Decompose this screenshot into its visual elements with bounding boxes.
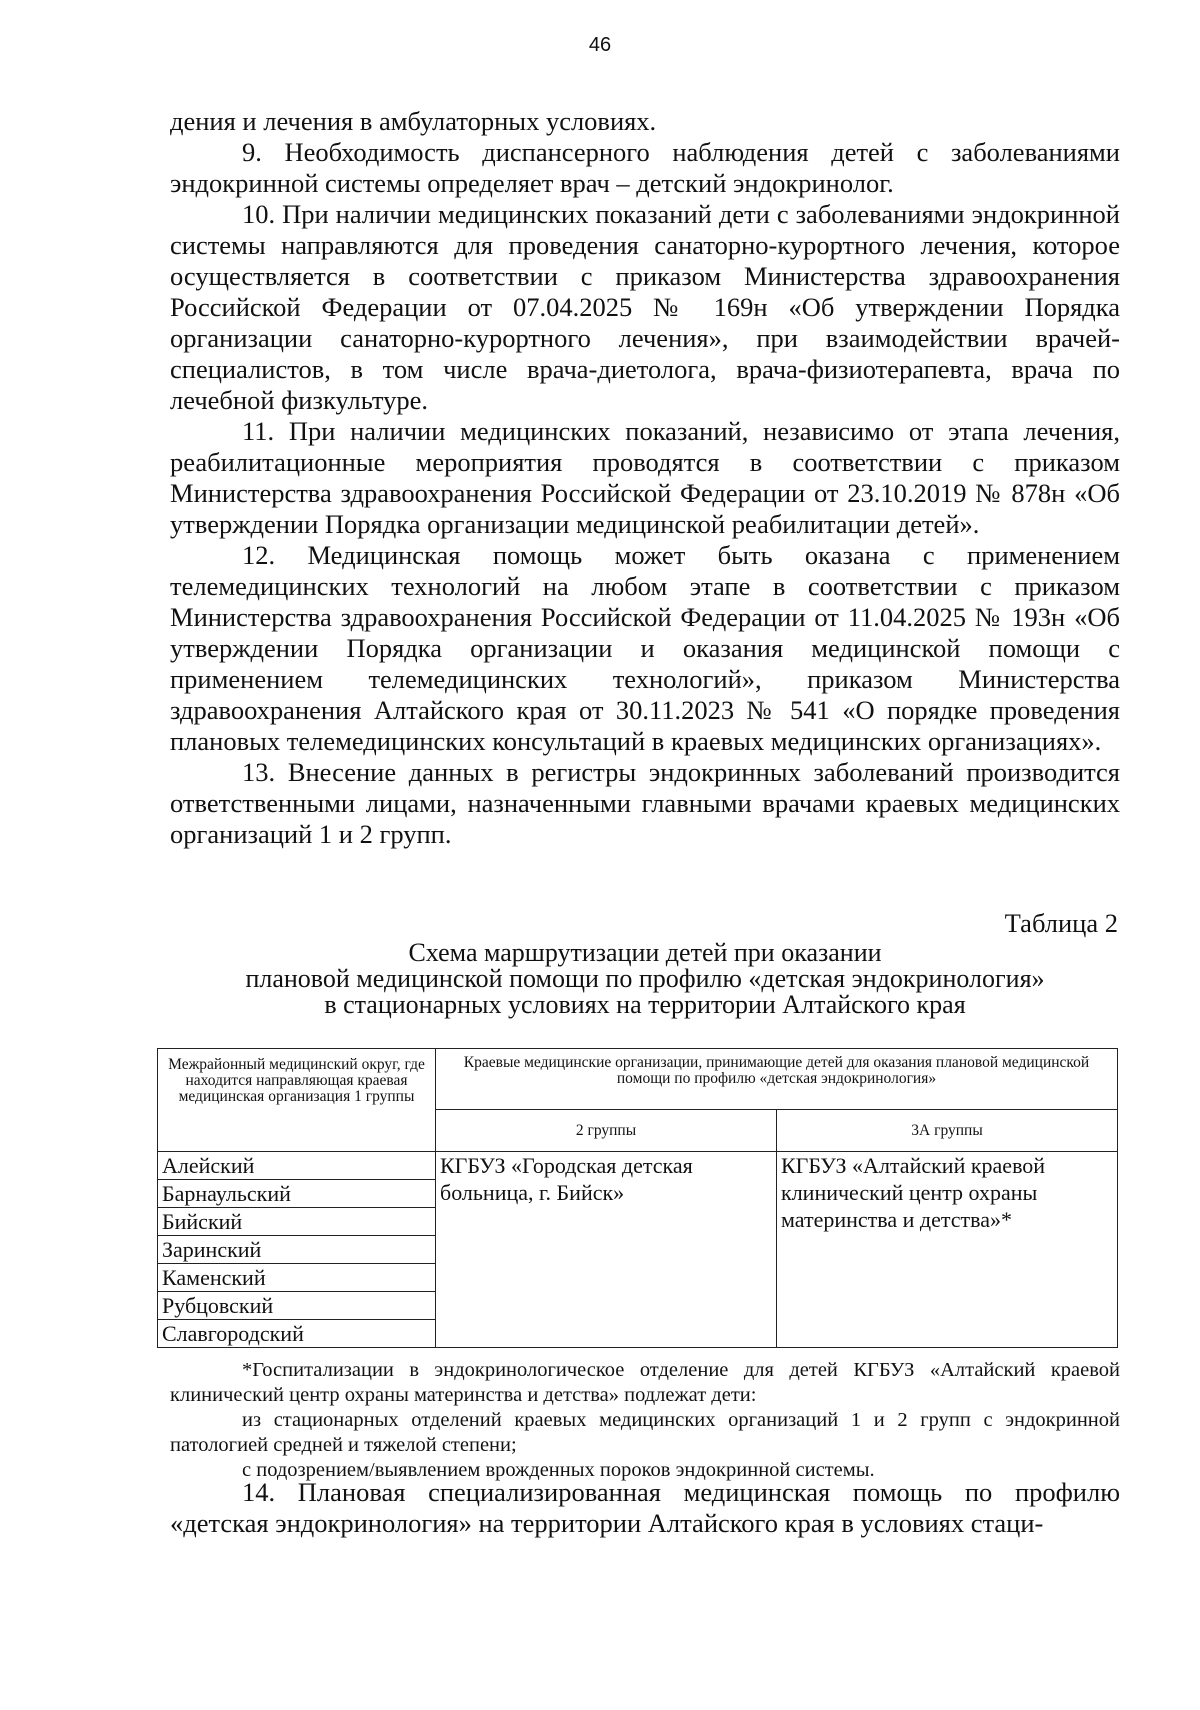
district-cell: Алейский	[158, 1152, 436, 1180]
district-cell: Рубцовский	[158, 1292, 436, 1320]
table-title-line: в стационарных условиях на территории Алтайского края	[324, 990, 966, 1019]
district-cell: Заринский	[158, 1236, 436, 1264]
district-cell: Каменский	[158, 1264, 436, 1292]
table-title-line: плановой медицинской помощи по профилю «детская эндокринология»	[245, 964, 1045, 993]
paragraph-continuation: дения и лечения в амбулаторных условиях.	[170, 106, 657, 136]
routing-table	[157, 1048, 1118, 1348]
page-number: 46	[588, 34, 612, 56]
footnote-line: *Госпитализации в эндокринологическое отделение для детей КГБУЗ «Алтайский краевой клинический центр охраны материнства и детства» подлежат дети:	[170, 1359, 1120, 1406]
district-cell: Славгородский	[158, 1320, 436, 1348]
district-cell: Бийский	[158, 1208, 436, 1236]
header-group-3a: 3А группы	[777, 1110, 1118, 1152]
paragraph-14: 14. Плановая специализированная медицинская помощь по профилю «детская эндокринология» на территории Алтайского края в условиях стаци-	[170, 1477, 1120, 1538]
table-footnote	[170, 1358, 1120, 1483]
paragraph-13: 13. Внесение данных в регистры эндокринных заболеваний производится ответственными лицами, назначенными главными врачами краевых медицинских организаций 1 и 2 групп.	[170, 757, 1120, 849]
footnote-line: с подозрением/выявлением врожденных пороков эндокринной системы.	[242, 1459, 875, 1481]
table-title	[170, 940, 1120, 1018]
paragraph-10: 10. При наличии медицинских показаний дети с заболеваниями эндокринной системы направляются для проведения санаторно-курортного лечения, которое осуществляется в соответствии с приказом Министерства здравоохранения Российской Федерации от 07.04.2025 № 169н «Об утверждении Порядка организации санаторно-курортного лечения», при взаимодействии врачей-специалистов, в том числе врача-диетолога, врача-физиотерапевта, врача по лечебной физкультуре.	[170, 199, 1120, 415]
bottom-text	[170, 1477, 1120, 1539]
org-group-3a-cell: КГБУЗ «Алтайский краевой клинический центр охраны материнства и детства»*	[777, 1152, 1118, 1348]
table-title-line: Схема маршрутизации детей при оказании	[408, 938, 882, 967]
footnote-line: из стационарных отделений краевых медицинских организаций 1 и 2 групп с эндокринной патологией средней и тяжелой степени;	[170, 1409, 1120, 1456]
paragraph-11: 11. При наличии медицинских показаний, независимо от этапа лечения, реабилитационные мероприятия проводятся в соответствии с приказом Министерства здравоохранения Российской Федерации от 23.10.2019 № 878н «Об утверждении Порядка организации медицинской реабилитации детей».	[170, 416, 1120, 539]
paragraph-12: 12. Медицинская помощь может быть оказана с применением телемедицинских технологий на любом этапе в соответствии с приказом Министерства здравоохранения Российской Федерации от 11.04.2025 № 193н «Об утверждении Порядка организации и оказания медицинской помощи с применением телемедицинских технологий», приказом Министерства здравоохранения Алтайского края от 30.11.2023 № 541 «О порядке проведения плановых телемедицинских консультаций в краевых медицинских организациях».	[170, 540, 1120, 756]
body-text	[170, 106, 1120, 850]
header-group-2: 2 группы	[436, 1110, 777, 1152]
org-group-2-cell: КГБУЗ «Городская детская больница, г. Бийск»	[436, 1152, 777, 1348]
district-cell: Барнаульский	[158, 1180, 436, 1208]
paragraph-9: 9. Необходимость диспансерного наблюдения детей с заболеваниями эндокринной системы определяет врач – детский эндокринолог.	[170, 137, 1120, 198]
table-label: Таблица 2	[1004, 908, 1118, 938]
header-district: Межрайонный медицинский округ, где находится направляющая краевая медицинская организация 1 группы	[158, 1049, 436, 1152]
header-receiving-orgs: Краевые медицинские организации, принимающие детей для оказания плановой медицинской помощи по профилю «детская эндокринология»	[436, 1049, 1118, 1110]
